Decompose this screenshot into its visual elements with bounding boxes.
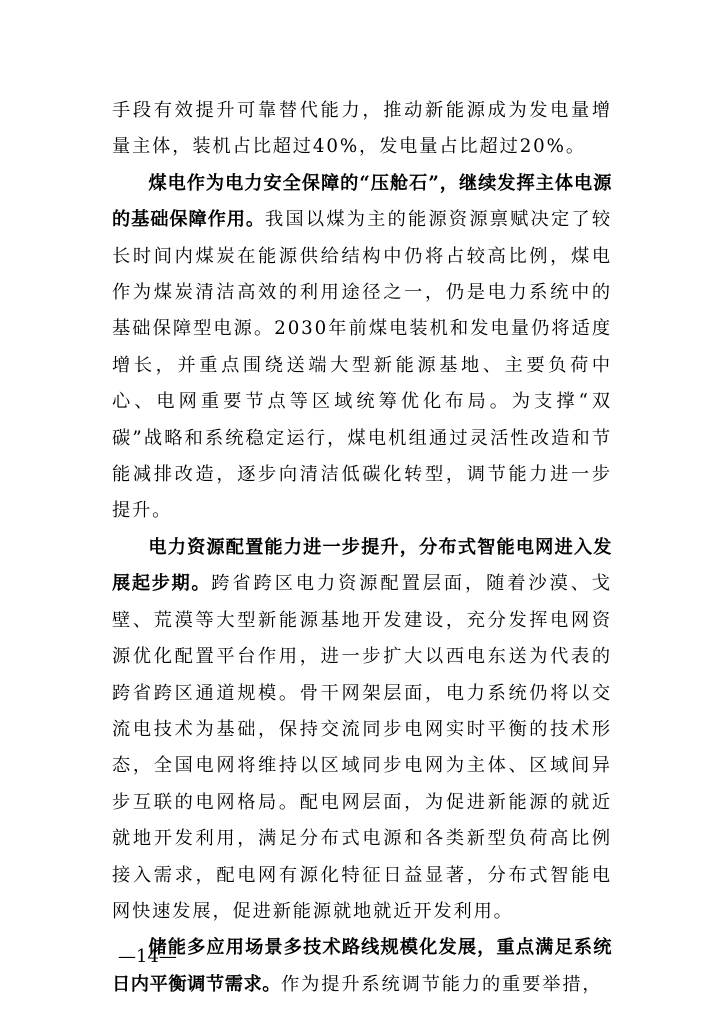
- paragraph-4-text: 作为提升系统调节能力的重要举措，: [281, 973, 603, 995]
- paragraph-3: [112, 530, 612, 930]
- paragraph-3-bold: 电力资源配置能力进一步提升，分布式智能电网进入发展起步期。: [112, 536, 612, 595]
- document-body: [112, 93, 612, 1003]
- paragraph-4: [112, 930, 612, 1003]
- paragraph-1-text: 手段有效提升可靠替代能力，推动新能源成为发电量增量主体，装机占比超过40%，发电量占比超过20%。: [112, 100, 612, 158]
- paragraph-4-bold: 储能多应用场景多技术路线规模化发展，重点满足系统日内平衡调节需求。: [112, 937, 612, 995]
- paragraph-3-text: 跨省跨区电力资源配置层面，随着沙漠、戈壁、荒漠等大型新能源基地开发建设，充分发挥电网资源优化配置平台作用，进一步扩大以西电东送为代表的跨省跨区通道规模。骨干网架层面，电力系统仍将以交流电技术为基础，保持交流同步电网实时平衡的技术形态，全国电网将维持以区域同步电网为主体、区域间异步互联的电网格局。配电网层面，为促进新能源的就近就地开发利用，满足分布式电源和各类新型负荷高比例接入需求，配电网有源化特征日益显著，分布式智能电网快速发展，促进新能源就地就近开发利用。: [112, 573, 612, 922]
- paragraph-2: [112, 166, 612, 530]
- page-number: —14—: [118, 946, 177, 967]
- paragraph-2-text: 我国以煤为主的能源资源禀赋决定了较长时间内煤炭在能源供给结构中仍将占较高比例，煤电作为煤炭清洁高效的利用途径之一，仍是电力系统中的基础保障型电源。2030年前煤电装机和发电量仍将适度增长，并重点围绕送端大型新能源基地、主要负荷中心、电网重要节点等区域统筹优化布局。为支撑“双碳”战略和系统稳定运行，煤电机组通过灵活性改造和节能减排改造，逐步向清洁低碳化转型，调节能力进一步提升。: [112, 209, 612, 522]
- paragraph-1: [112, 93, 612, 166]
- paragraph-2-bold: 煤电作为电力安全保障的“压舱石”，继续发挥主体电源的基础保障作用。: [112, 172, 612, 231]
